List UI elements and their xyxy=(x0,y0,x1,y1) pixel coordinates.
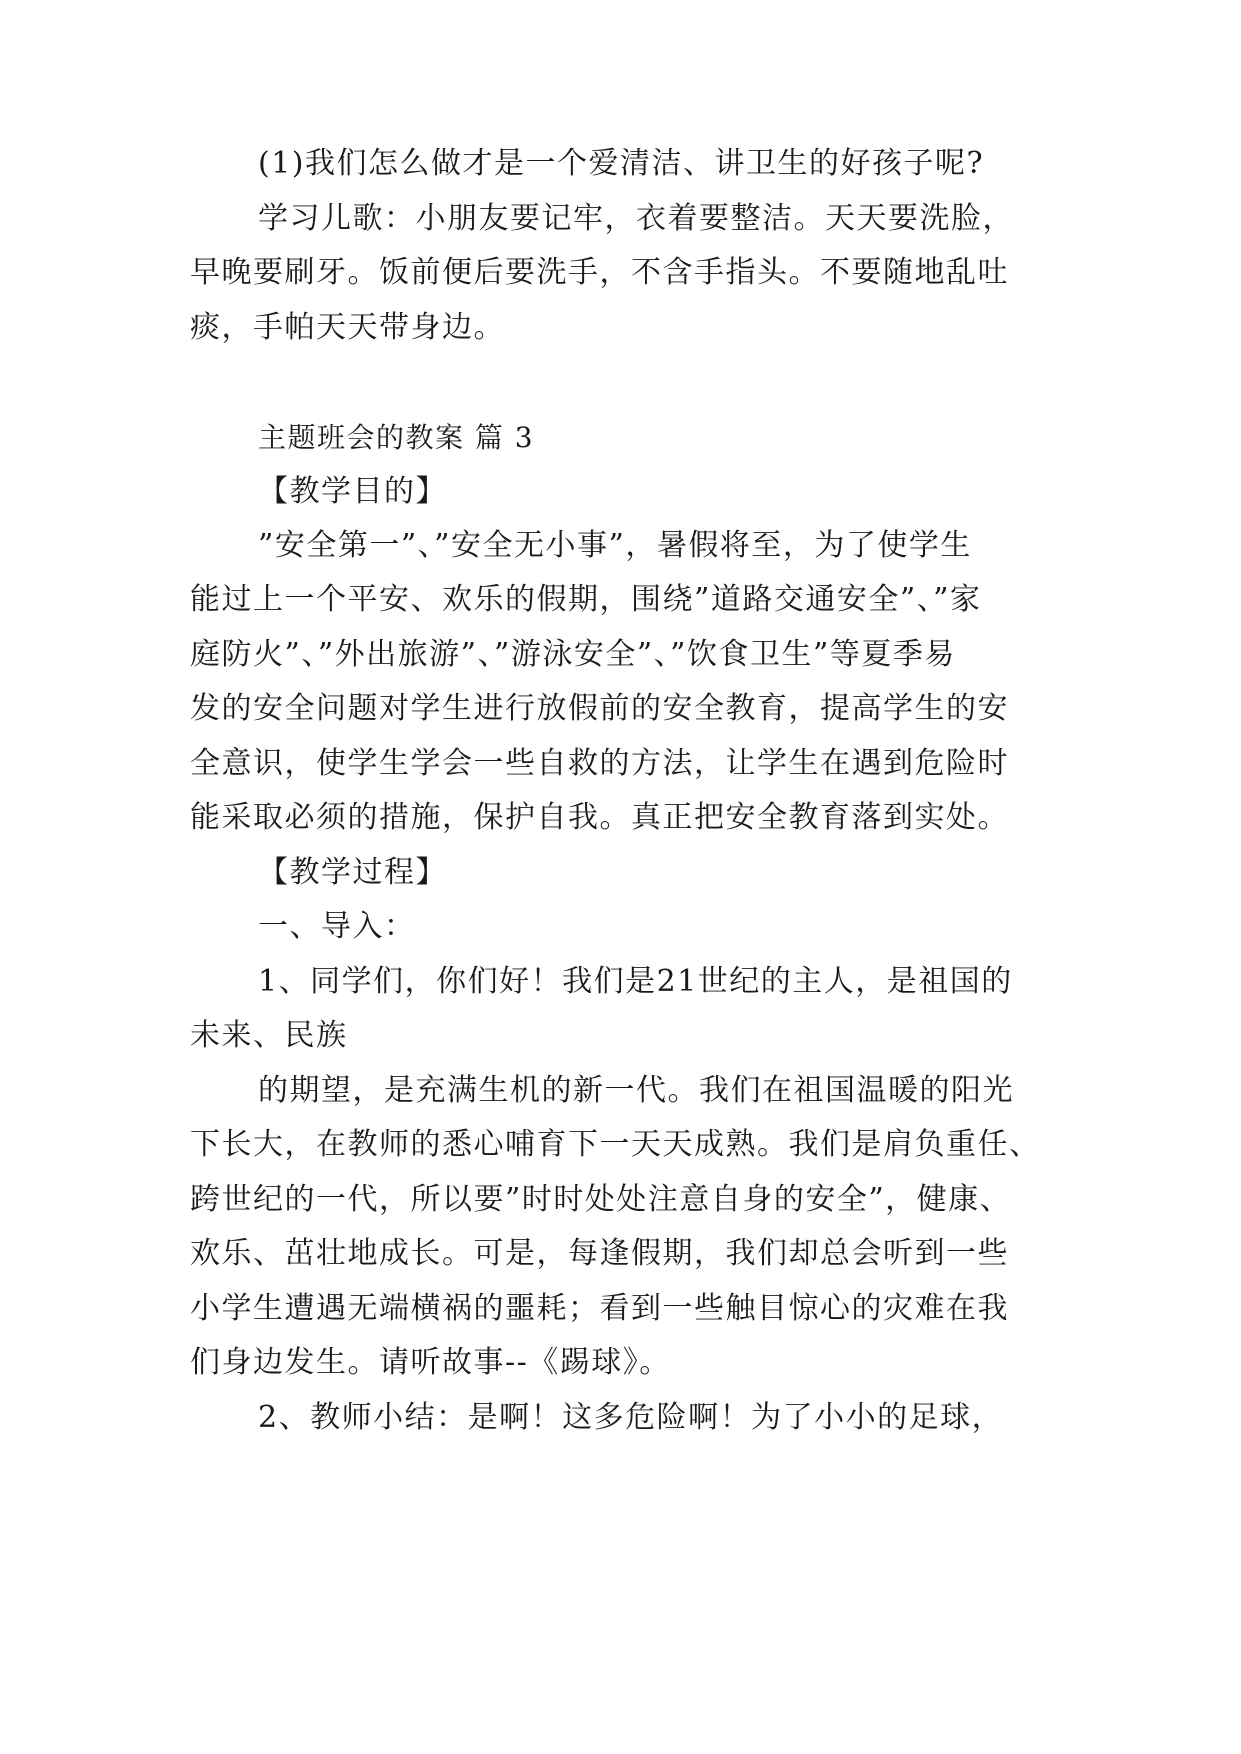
paragraph-line: 欢乐、茁壮地成长。可是，每逢假期，我们却总会听到一些 xyxy=(190,1236,1009,1271)
paragraph-line: 能采取必须的措施，保护自我。真正把安全教育落到实处。 xyxy=(190,800,1009,835)
paragraph-line: 痰，手帕天天带身边。 xyxy=(190,310,505,345)
paragraph-line: 庭防火”、”外出旅游”、”游泳安全”、”饮食卫生”等夏季易 xyxy=(190,637,956,672)
paragraph-line: 早晚要刷牙。饭前便后要洗手，不含手指头。不要随地乱吐 xyxy=(190,255,1009,290)
paragraph-line: 发的安全问题对学生进行放假前的安全教育，提高学生的安 xyxy=(190,691,1009,726)
paragraph-line: 小学生遭遇无端横祸的噩耗；看到一些触目惊心的灾难在我 xyxy=(190,1291,1009,1326)
paragraph-line: 下长大，在教师的悉心哺育下一天天成熟。我们是肩负重任、 xyxy=(190,1127,1041,1162)
paragraph-line: 学习儿歌：小朋友要记牢，衣着要整洁。天天要洗脸， xyxy=(258,201,1014,236)
paragraph-line: ”安全第一”、”安全无小事”，暑假将至，为了使学生 xyxy=(258,528,972,563)
paragraph-line: (1)我们怎么做才是一个爱清洁、讲卫生的好孩子呢? xyxy=(258,146,985,181)
paragraph-line: 能过上一个平安、欢乐的假期，围绕”道路交通安全”、”家 xyxy=(190,582,982,617)
section-subheading: 【教学目的】 xyxy=(258,474,447,509)
section-title: 主题班会的教案 篇 3 xyxy=(258,421,535,454)
paragraph-line: 全意识，使学生学会一些自救的方法，让学生在遇到危险时 xyxy=(190,746,1009,781)
paragraph-line: 2、教师小结：是啊！这多危险啊！为了小小的足球， xyxy=(258,1400,1004,1435)
paragraph-line: 的期望，是充满生机的新一代。我们在祖国温暖的阳光 xyxy=(258,1073,1014,1108)
paragraph-line: 跨世纪的一代，所以要”时时处处注意自身的安全”，健康、 xyxy=(190,1182,1012,1217)
section-subheading: 【教学过程】 xyxy=(258,855,447,890)
paragraph-line: 一、导入： xyxy=(258,909,416,944)
paragraph-line: 们身边发生。请听故事--《踢球》。 xyxy=(190,1345,671,1380)
paragraph-line: 未来、民族 xyxy=(190,1018,348,1053)
paragraph-line: 1、同学们，你们好！我们是21世纪的主人，是祖国的 xyxy=(258,964,1013,999)
